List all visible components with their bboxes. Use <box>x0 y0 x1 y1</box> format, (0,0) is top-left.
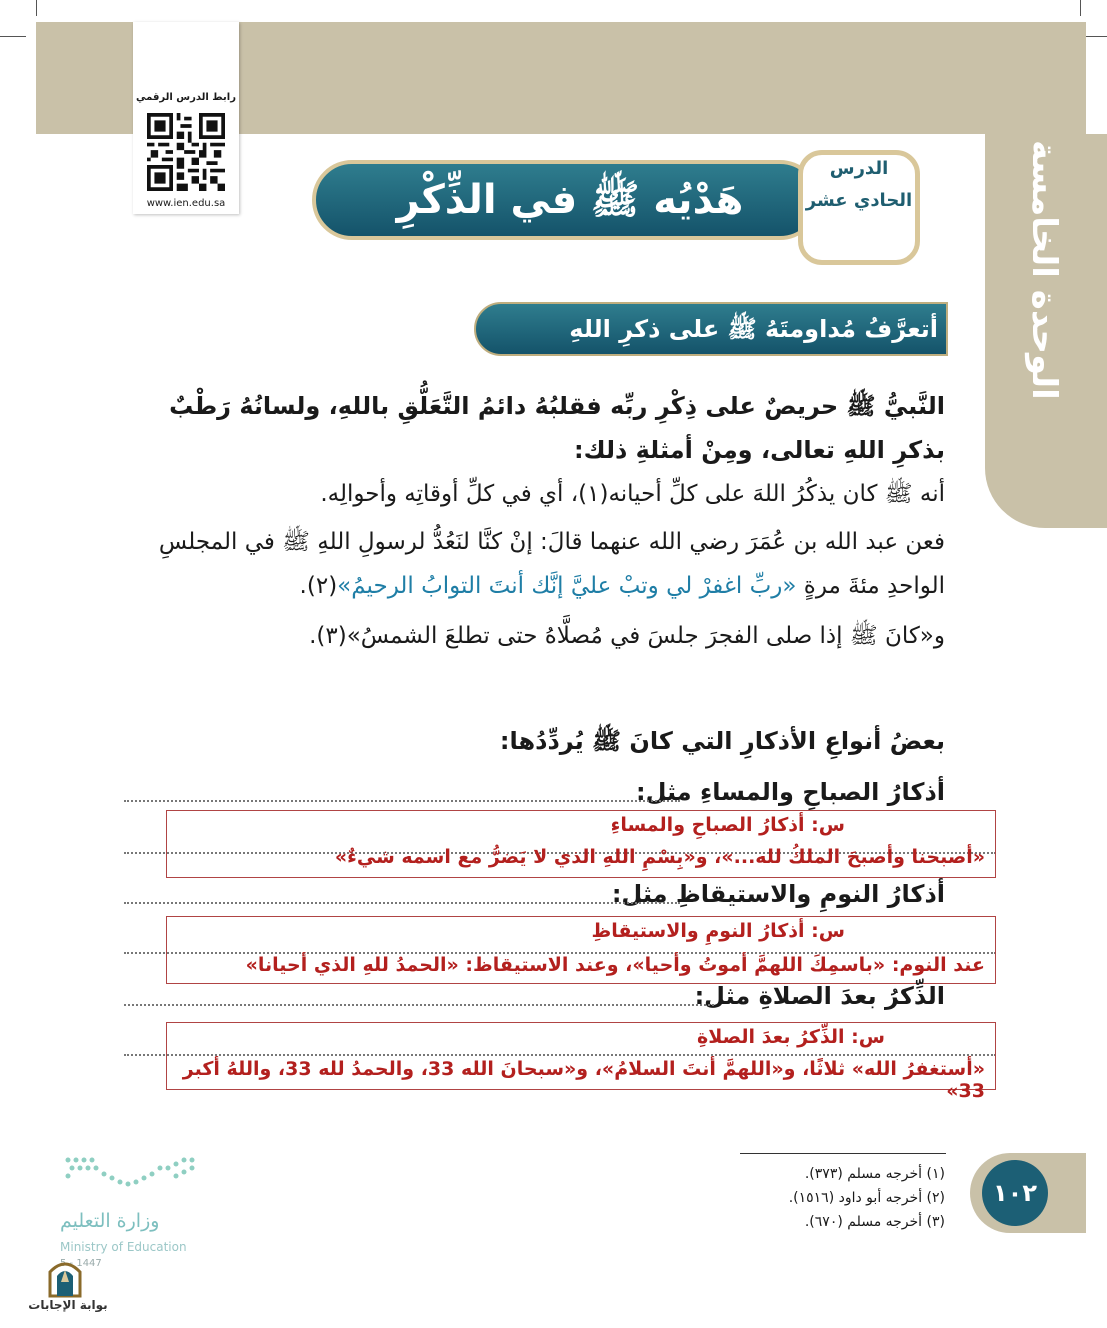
portal-label[interactable]: بوابة الإجابات <box>28 1298 108 1312</box>
dua-quote: «ربِّ اغفرْ لي وتبْ عليَّ إنَّك أنتَ التوابُ الرحيمُ» <box>337 573 797 599</box>
portal-logo-icon <box>42 1256 88 1298</box>
qr-code-icon[interactable] <box>147 112 225 192</box>
footnote: (٢) أخرجه أبو داود (١٥١٦). <box>788 1190 945 1206</box>
qr-caption: رابط الدرس الرقمي <box>136 92 236 103</box>
qr-url[interactable]: www.ien.edu.sa <box>146 198 226 209</box>
qr-card[interactable] <box>133 22 239 214</box>
paragraph-2-start: فعن عبد الله بن عُمَرَ رضي الله عنهما قالَ: إنْ كنَّا لنَعُدُّ لرسولِ اللهِ ﷺ في المجلسِ الواحدِ مئةَ مرةٍ <box>158 529 945 599</box>
page-number: ١٠٢ <box>982 1160 1048 1226</box>
answer-line <box>124 1004 714 1006</box>
paragraph-2-end: (٢). <box>299 573 338 599</box>
crop-mark <box>1080 0 1081 16</box>
footnote: (٣) أخرجه مسلم (٦٧٠). <box>804 1214 945 1230</box>
paragraph-2 <box>115 520 945 608</box>
section-title: أتعرَّفُ مُداومتَهُ ﷺ على ذكرِ اللهِ <box>569 315 938 343</box>
crop-mark <box>36 0 37 16</box>
ministry-name-ar: وزارة التعليم <box>60 1210 160 1232</box>
answer-text: «أصبحنا وأصبحَ الملكُ لله...»، و«بِسْمِ اللهِ الذي لا يَضرُّ مع اسمه شيءٌ» <box>334 846 985 868</box>
answer-title: س: الذِّكرُ بعدَ الصلاةِ <box>697 1026 885 1048</box>
answer-text: عند النوم: «باسمِكَ اللهمَّ أموتُ وأحيا»، وعند الاستيقاظ: «الحمدُ للهِ الذي أحيانا» <box>245 954 985 976</box>
footnote-rule <box>740 1153 946 1154</box>
lesson-badge-text: الدرس الحادي عشر <box>805 158 913 211</box>
adhkar-item-label: أذكارُ الصباحِ والمساءِ مثل: <box>635 778 945 806</box>
answer-title: س: أذكارُ الصباحِ والمساءِ <box>610 814 845 836</box>
lesson-title: هَدْيُه ﷺ في الذِّكْرِ <box>396 177 744 223</box>
answer-line <box>124 800 680 802</box>
adhkar-item-label: أذكارُ النومِ والاستيقاظِ مثل: <box>611 880 945 908</box>
answer-text: «أستغفرُ الله» ثلاثًا، و«اللهمَّ أنتَ السلامُ»، و«سبحانَ الله 33، والحمدُ لله 33، واللهُ أكبر 33» <box>182 1058 985 1102</box>
paragraph-1: أنه ﷺ كان يذكُرُ اللهَ على كلِّ أحيانه(١)، أي في كلِّ أوقاتِه وأحوالِه. <box>320 481 945 507</box>
footnote: (١) أخرجه مسلم (٣٧٣). <box>804 1166 945 1182</box>
intro-paragraph: النَّبيُّ ﷺ حريصٌ على ذِكْرِ ربِّه فقلبُهُ دائمُ التَّعَلُّقِ باللهِ، ولسانُهُ رَطْبٌ بذكرِ اللهِ تعالى، ومِنْ أمثلةِ ذلك: <box>169 392 945 464</box>
adhkar-heading: بعضُ أنواعِ الأذكارِ التي كانَ ﷺ يُردِّدُها: <box>499 727 945 755</box>
crop-mark <box>0 36 26 37</box>
ministry-logo-icon <box>62 1154 198 1200</box>
edition-year: 5 - 1447 <box>60 1258 102 1269</box>
answer-title: س: أذكارُ النومِ والاستيقاظِ <box>591 920 845 942</box>
answer-line <box>124 902 680 904</box>
paragraph-3: و«كانَ ﷺ إذا صلى الفجرَ جلسَ في مُصلَّاهُ حتى تطلعَ الشمسُ»(٣). <box>309 623 945 649</box>
unit-label: الوحدة الخامسة <box>1024 140 1064 400</box>
ministry-name-en: Ministry of Education <box>60 1240 187 1254</box>
adhkar-item-label: الذِّكرُ بعدَ الصلاةِ مثل: <box>694 982 945 1010</box>
